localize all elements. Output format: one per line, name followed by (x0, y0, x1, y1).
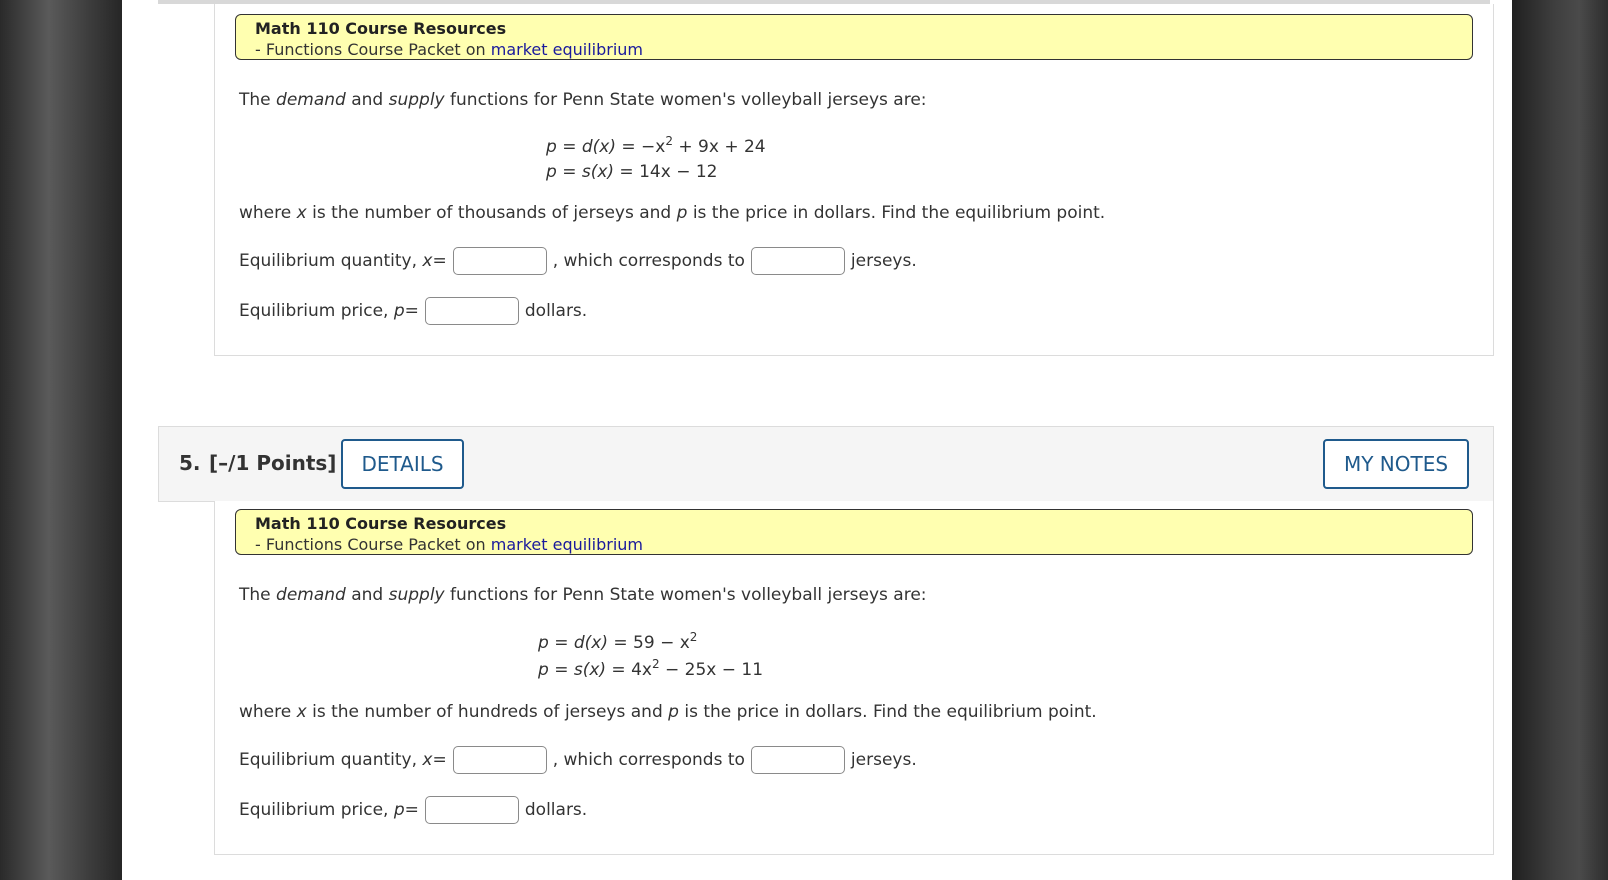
dollars-label: dollars. (524, 301, 588, 321)
intro-supply-word: supply (388, 90, 445, 110)
my-notes-button[interactable]: MY NOTES (1323, 439, 1469, 489)
eq-exponent: 2 (665, 134, 673, 148)
supply-equation (538, 658, 763, 682)
quantity-eq: = (432, 251, 447, 271)
price-answer-row (239, 795, 587, 825)
jerseys-input[interactable] (751, 247, 845, 275)
price-answer-row (239, 296, 587, 326)
intro-text-2: and (345, 90, 389, 110)
where-text-1: where (239, 203, 297, 223)
assignment-page (122, 0, 1512, 880)
quantity-mid-text: , which corresponds to (552, 750, 745, 770)
market-equilibrium-link[interactable]: market equilibrium (490, 40, 643, 59)
problem-card-previous (214, 4, 1494, 356)
resources-line (255, 534, 1472, 555)
question-number: 5. (179, 451, 201, 475)
jerseys-input[interactable] (751, 746, 845, 774)
eq-rhs-b: − 25x − 11 (659, 660, 764, 680)
price-var: p (393, 800, 405, 820)
eq-lhs: p (546, 137, 557, 157)
problem-intro (239, 89, 927, 111)
eq-rhs-a: 59 − x (633, 633, 690, 653)
quantity-answer-row (239, 745, 917, 775)
dollars-label: dollars. (524, 800, 588, 820)
eq-function: = s(x) = (556, 162, 640, 182)
quantity-label: Equilibrium quantity, (239, 750, 417, 770)
intro-text-1: The (239, 90, 277, 110)
price-var: p (393, 301, 405, 321)
background-right (1512, 0, 1608, 880)
details-button[interactable]: DETAILS (341, 439, 464, 489)
quantity-label: Equilibrium quantity, (239, 251, 417, 271)
quantity-var: x (422, 750, 433, 770)
where-text-2: is the number of hundreds of jerseys and (306, 702, 669, 722)
eq-lhs: p (538, 633, 549, 653)
price-label: Equilibrium price, (239, 301, 389, 321)
where-var-p: p (668, 702, 679, 722)
supply-equation (546, 160, 717, 184)
resources-title: Math 110 Course Resources (255, 514, 507, 533)
price-eq: = (404, 301, 419, 321)
question-header (158, 426, 1494, 502)
course-resources-box (235, 509, 1473, 555)
quantity-input[interactable] (453, 247, 547, 275)
intro-supply-word: supply (388, 585, 445, 605)
eq-lhs: p (546, 162, 557, 182)
resources-prefix: - Functions Course Packet on (255, 40, 491, 59)
problem-where (239, 701, 1097, 723)
where-text-3: is the price in dollars. Find the equilibrium point. (687, 203, 1106, 223)
eq-rhs-b: + 9x + 24 (672, 137, 766, 157)
eq-function: = s(x) = (548, 660, 632, 680)
jerseys-label: jerseys. (850, 251, 917, 271)
price-input[interactable] (425, 796, 519, 824)
intro-text-3: functions for Penn State women's volleyball jerseys are: (444, 90, 927, 110)
intro-text-3: functions for Penn State women's volleyball jerseys are: (444, 585, 927, 605)
market-equilibrium-link[interactable]: market equilibrium (490, 535, 643, 554)
where-var-x: x (296, 203, 307, 223)
quantity-mid-text: , which corresponds to (552, 251, 745, 271)
where-var-x: x (296, 702, 307, 722)
where-text-2: is the number of thousands of jerseys and (306, 203, 677, 223)
eq-rhs-a: −x (641, 137, 666, 157)
eq-rhs-a: 4x (631, 660, 652, 680)
problem-intro (239, 584, 927, 606)
intro-text-2: and (345, 585, 389, 605)
resources-title: Math 110 Course Resources (255, 19, 507, 38)
resources-prefix: - Functions Course Packet on (255, 535, 491, 554)
price-input[interactable] (425, 297, 519, 325)
course-resources-box (235, 14, 1473, 60)
eq-exponent: 2 (651, 657, 660, 671)
intro-text-1: The (239, 585, 277, 605)
quantity-eq: = (432, 750, 447, 770)
eq-rhs: 14x − 12 (639, 162, 718, 182)
price-label: Equilibrium price, (239, 800, 389, 820)
problem-card-5 (214, 501, 1494, 855)
demand-equation (546, 135, 766, 159)
eq-function: = d(x) = (548, 633, 634, 653)
where-text-1: where (239, 702, 297, 722)
intro-demand-word: demand (276, 585, 346, 605)
price-eq: = (404, 800, 419, 820)
where-text-3: is the price in dollars. Find the equilibrium point. (678, 702, 1097, 722)
quantity-var: x (422, 251, 433, 271)
eq-exponent: 2 (689, 630, 698, 644)
background-left (0, 0, 122, 880)
quantity-answer-row (239, 246, 917, 276)
where-var-p: p (676, 203, 688, 223)
eq-lhs: p (538, 660, 549, 680)
jerseys-label: jerseys. (850, 750, 917, 770)
demand-equation (538, 631, 697, 655)
quantity-input[interactable] (453, 746, 547, 774)
intro-demand-word: demand (276, 90, 346, 110)
problem-where (239, 202, 1105, 224)
question-points: [–/1 Points] (209, 451, 337, 475)
resources-line (255, 39, 1472, 60)
eq-function: = d(x) = (556, 137, 642, 157)
